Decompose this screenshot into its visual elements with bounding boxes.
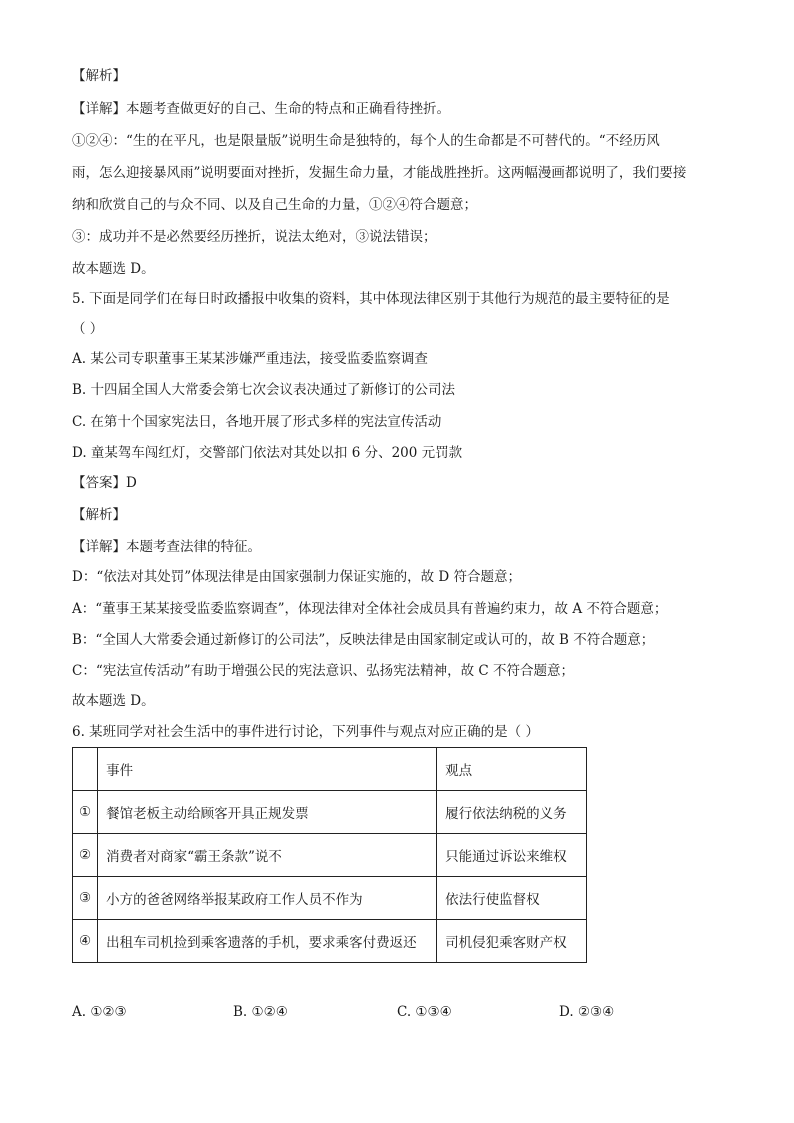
question-6-option-b: B. ①②④: [233, 1004, 288, 1020]
row-event: 消费者对商家“霸王条款”说不: [98, 834, 437, 877]
table-row: [73, 834, 587, 877]
row-view: 司机侵犯乘客财产权: [437, 920, 587, 963]
row-view: 只能通过诉讼来维权: [437, 834, 587, 877]
explanation-text: B：“全国人大常委会通过新修订的公司法”，反映法律是由国家制定或认可的，故 B 不符合题意；: [72, 632, 655, 648]
analysis-heading: 【解析】: [72, 507, 126, 523]
question-6-option-d: D. ②③④: [559, 1004, 615, 1020]
explanation-text: A：“董事王某某接受监委监察调查”，体现法律对全体社会成员具有普遍约束力，故 A 不符合题意；: [72, 601, 668, 617]
question-6-options: [72, 1003, 732, 1021]
row-number: ①: [73, 791, 98, 834]
table-row: [73, 877, 587, 920]
question-6-option-a: A. ①②③: [72, 1004, 127, 1020]
row-view: 履行依法纳税的义务: [437, 791, 587, 834]
explanation-text: ①②④：“生的在平凡，也是限量版”说明生命是独特的，每个人的生命都是不可替代的。“不经历风: [72, 133, 660, 149]
table-header-row: [73, 748, 587, 791]
conclusion-text: 故本题选 D。: [72, 261, 155, 277]
row-event: 出租车司机捡到乘客遗落的手机，要求乘客付费返还: [98, 920, 437, 963]
question-6-option-c: C. ①③④: [397, 1004, 452, 1020]
row-event: 餐馆老板主动给顾客开具正规发票: [98, 791, 437, 834]
explanation-text: C：“宪法宣传活动”有助于增强公民的宪法意识、弘扬宪法精神，故 C 不符合题意；: [72, 663, 575, 679]
question-5-blank: （ ）: [72, 321, 104, 337]
detail-explanation: 【详解】本题考查做更好的自己、生命的特点和正确看待挫折。: [72, 101, 450, 117]
answer-line: 【答案】D: [72, 475, 137, 491]
explanation-text: 雨，怎么迎接暴风雨”说明要面对挫折，发掘生命力量，才能战胜挫折。这两幅漫画都说明了，我们要接: [72, 165, 687, 181]
row-number: ②: [73, 834, 98, 877]
table-cell-empty: [73, 748, 98, 791]
question-5-stem: 5. 下面是同学们在每日时政播报中收集的资料，其中体现法律区别于其他行为规范的最主要特征的是: [72, 291, 670, 307]
row-number: ③: [73, 877, 98, 920]
explanation-text: D：“依法对其处罚”体现法律是由国家强制力保证实施的，故 D 符合题意；: [72, 569, 522, 585]
conclusion-text: 故本题选 D。: [72, 693, 155, 709]
question-5-option-a: A. 某公司专职董事王某某涉嫌严重违法，接受监委监察调查: [72, 351, 428, 367]
question-6-stem: 6. 某班同学对社会生活中的事件进行讨论，下列事件与观点对应正确的是（ ）: [72, 724, 539, 740]
row-event: 小方的爸爸网络举报某政府工作人员不作为: [98, 877, 437, 920]
table-header-view: 观点: [437, 748, 587, 791]
row-view: 依法行使监督权: [437, 877, 587, 920]
table-row: [73, 920, 587, 963]
question-5-option-d: D. 童某驾车闯红灯，交警部门依法对其处以扣 6 分、200 元罚款: [72, 445, 463, 461]
detail-explanation: 【详解】本题考查法律的特征。: [72, 539, 261, 555]
analysis-heading: 【解析】: [72, 68, 126, 84]
explanation-text: ③：成功并不是必然要经历挫折，说法太绝对，③说法错误；: [72, 229, 437, 245]
event-viewpoint-table: [72, 747, 587, 963]
row-number: ④: [73, 920, 98, 963]
explanation-text: 纳和欣赏自己的与众不同、以及自己生命的力量，①②④符合题意；: [72, 197, 477, 213]
table-row: [73, 791, 587, 834]
table-header-event: 事件: [98, 748, 437, 791]
question-5-option-b: B. 十四届全国人大常委会第七次会议表决通过了新修订的公司法: [72, 382, 456, 398]
question-5-option-c: C. 在第十个国家宪法日，各地开展了形式多样的宪法宣传活动: [72, 414, 442, 430]
